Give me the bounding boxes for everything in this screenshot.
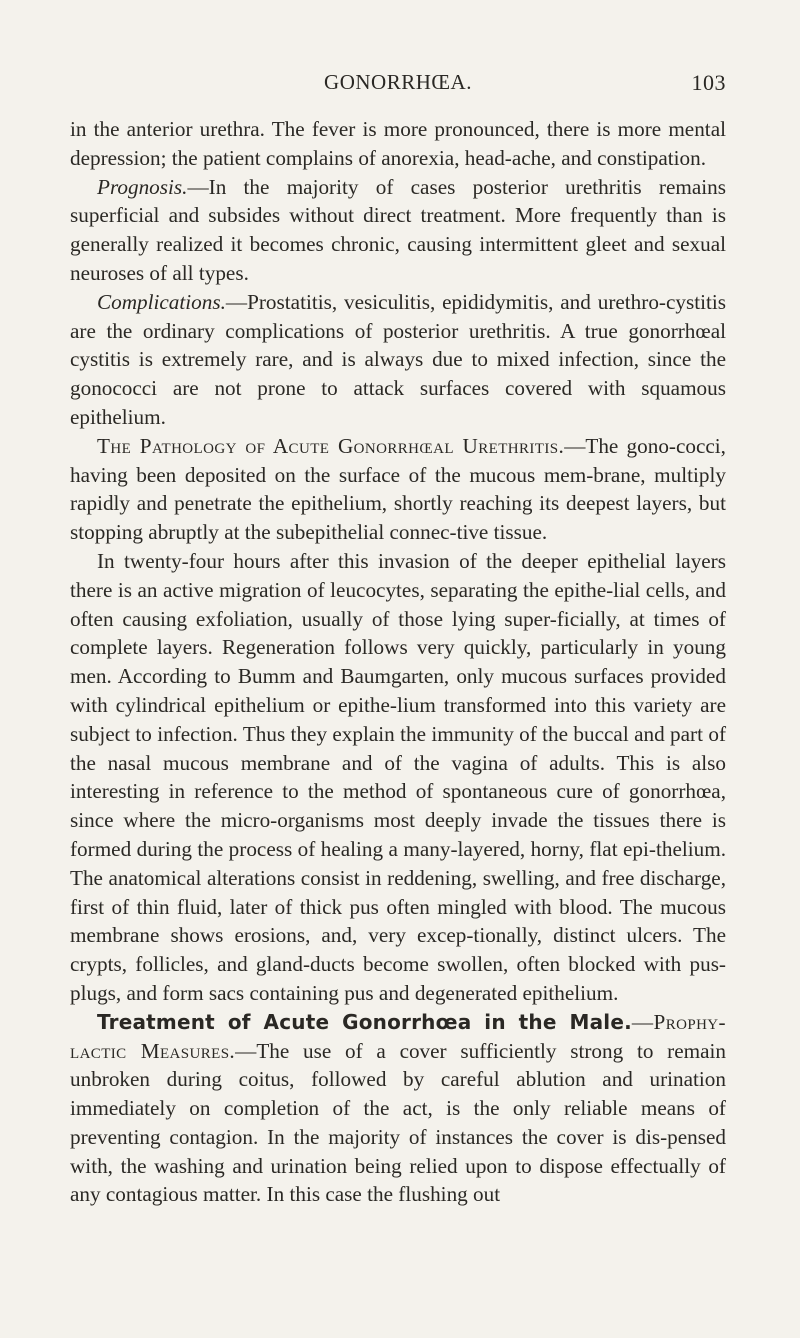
paragraph-prognosis <box>70 173 726 288</box>
paragraph-fever <box>70 115 726 173</box>
running-head <box>70 70 726 100</box>
paragraph-treatment <box>70 1008 726 1210</box>
running-title: GONORRHŒA. <box>324 70 472 94</box>
prognosis-text: —In the majority of cases posterior urethritis remains superficial and subsides without direct treatment. More frequently than is generally realized it becomes chronic, causing intermittent gleet and sexual neuroses of all types. <box>70 174 726 285</box>
treatment-heading: Treatment of Acute Gonorrhœa in the Male. <box>97 1009 632 1034</box>
complications-text: —Prostatitis, vesiculitis, epididymitis, and urethro-cystitis are the ordinary complications of posterior urethritis. A true gonorrhœal cystitis is extremely rare, and is always due to mixed infection, since the gonococci are not prone to attack surfaces covered with squamous epithelium. <box>70 289 726 429</box>
prophylactic-heading: —Prophy-lactic Measures. <box>70 1009 726 1063</box>
complications-heading: Complications. <box>97 289 226 314</box>
body-text <box>70 115 726 1209</box>
paragraph-fever-text: in the anterior urethra. The fever is more pronounced, there is more mental depression; the patient complains of anorexia, head-ache, and constipation. <box>70 117 726 170</box>
treatment-text: —The use of a cover sufficiently strong to remain unbroken during coitus, followed by careful ablution and urination immediately on completion of the act, is the only reliable means of preventing contagion. In the majority of instances the cover is dis-pensed with, the washing and urination being relied upon to dispose effectually of any contagious matter. In this case the flushing out <box>70 1038 726 1207</box>
pathology-heading: The Pathology of Acute Gonorrhœal Urethritis. <box>97 433 565 458</box>
prognosis-heading: Prognosis. <box>97 174 188 199</box>
paragraph-complications <box>70 288 726 432</box>
leucocytes-text: In twenty-four hours after this invasion of the deeper epithelial layers there is an active migration of leucocytes, separating the epithe-lial cells, and often causing exfoliation, usually of those lying super-ficially, at times of complete layers. Regeneration follows very quickly, particularly in young men. According to Bumm and Baumgarten, only mucous surfaces provided with cylindrical epithelium or epithe-lium transformed into this variety are subject to infection. Thus they explain the immunity of the buccal and part of the nasal mucous membrane and of the vagina of adults. This is also interesting in reference to the method of spontaneous cure of gonorrhœa, since where the micro-organisms most deeply invade the tissues there is formed during the process of healing a many-layered, horny, flat epi-thelium. The anatomical alterations consist in reddening, swelling, and free discharge, first of thin fluid, later of thick pus often mingled with blood. The mucous membrane shows erosions, and, very excep-tionally, distinct ulcers. The crypts, follicles, and gland-ducts become swollen, often blocked with pus-plugs, and form sacs containing pus and degenerated epithelium. <box>70 548 726 1005</box>
paragraph-pathology <box>70 432 726 547</box>
pathology-text: —The gono-cocci, having been deposited on the surface of the mucous mem-brane, multiply rapidly and penetrate the epithelium, shortly reaching its deepest layers, but stopping abruptly at the subepithelial connec-tive tissue. <box>70 433 726 545</box>
page-number: 103 <box>691 70 726 95</box>
paragraph-leucocytes <box>70 547 726 1008</box>
